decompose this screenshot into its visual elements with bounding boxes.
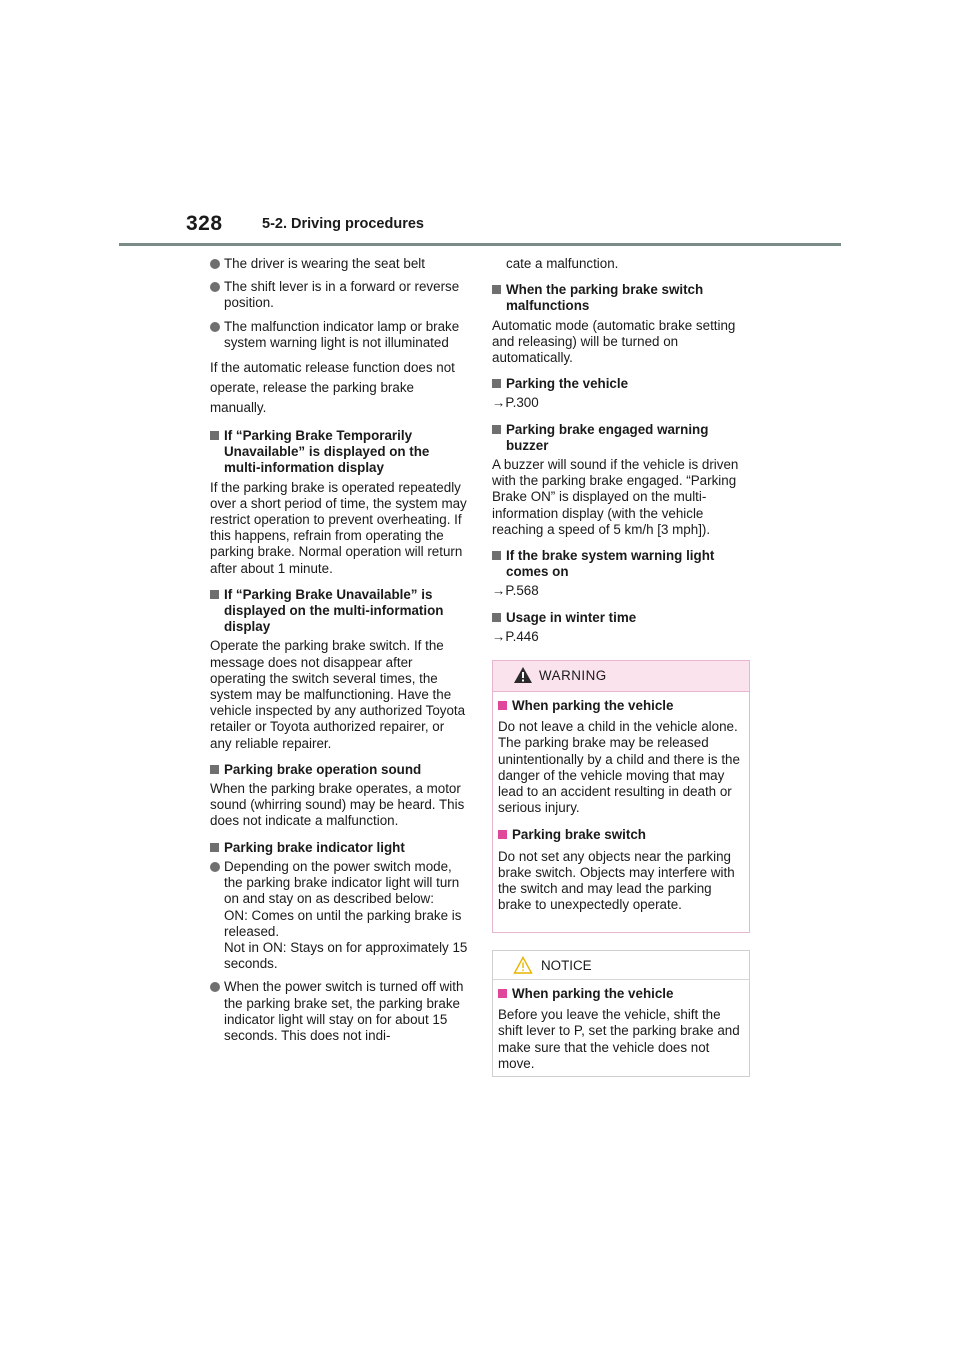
bullet-dot-icon [210,322,220,332]
warning-body [493,692,749,913]
square-bullet-icon [492,285,501,294]
page-reference-link[interactable]: →P.446 [492,628,539,644]
subheading: When parking the vehicle [498,986,744,1002]
left-column [210,256,468,1051]
caution-triangle-icon [513,956,533,974]
notice-body [493,980,749,1072]
header-divider [119,243,841,246]
square-bullet-icon [492,551,501,560]
subheading: If “Parking Brake Temporarily Unavailable” is displayed on the multi-information display [210,428,468,477]
paragraph: If the automatic release function does not operate, release the parking brake manually. [210,360,455,416]
square-bullet-icon [210,765,219,774]
notice-header [493,951,749,980]
subheading: Usage in winter time [492,610,750,626]
square-bullet-icon [210,590,219,599]
bullet-dot-icon [210,982,220,992]
paragraph: When the parking brake operates, a motor sound (whirring sound) may be heard. This does not indicate a malfunction. [210,781,465,829]
subheading: When parking the vehicle [498,698,744,714]
subheading: If “Parking Brake Unavailable” is displayed on the multi-information display [210,587,468,636]
bullet-dot-icon [210,282,220,292]
paragraph: Automatic mode (automatic brake setting and releasing) will be turned on automatically. [492,317,736,366]
warning-title: WARNING [539,668,607,683]
subheading: Parking brake operation sound [210,762,468,778]
square-bullet-icon [492,425,501,434]
warning-box [492,660,750,933]
square-bullet-icon [498,701,507,710]
square-bullet-icon [210,843,219,852]
paragraph: A buzzer will sound if the vehicle is driven with the parking brake engaged. “Parking Brake ON” is displayed on the multi-information display (with the vehicle reaching a speed of 5 km/h [3 mph]). [492,457,739,537]
subheading: Parking the vehicle [492,376,750,392]
subheading: If the brake system warning light comes on [492,548,750,580]
square-bullet-icon [492,379,501,388]
paragraph: Do not leave a child in the vehicle alone. The parking brake may be released unintentionally by a child and there is the danger of the vehicle moving that may lead to an accident resulting in death or serious injury. [498,719,740,816]
square-bullet-icon [498,989,507,998]
right-column [492,256,750,652]
paragraph: Operate the parking brake switch. If the message does not disappear after operating the switch several times, the system may be malfunctioning. Have the vehicle inspected by any authorized Toyota retailer or Toyota authorized repairer, or any reliable repairer. [210,638,466,751]
paragraph: Do not set any objects near the parking brake switch. Objects may interfere with the switch and may lead the parking brake to unexpectedly operate. [498,848,735,913]
subheading: Parking brake indicator light [210,840,468,856]
bullet-dot-icon [210,259,220,269]
bullet-item: The shift lever is in a forward or reverse position. [210,279,468,311]
warning-header [493,661,749,692]
paragraph-continued: cate a malfunction. [506,256,619,271]
notice-title: NOTICE [541,958,592,973]
section-title: 5-2. Driving procedures [262,216,424,232]
paragraph: If the parking brake is operated repeatedly over a short period of time, the system may restrict operation to prevent overheating. If this happens, refrain from operating the parking brake. Normal operation will return after about 1 minute. [210,479,467,576]
bullet-item: When the power switch is turned off with the parking brake set, the parking brake indicator light will stay on for about 15 seconds. This does not indi- [210,979,468,1044]
square-bullet-icon [498,830,507,839]
bullet-item: The driver is wearing the seat belt [210,256,468,272]
square-bullet-icon [492,613,501,622]
square-bullet-icon [210,431,219,440]
subheading: Parking brake switch [498,827,744,843]
bullet-dot-icon [210,862,220,872]
subheading: When the parking brake switch malfunctions [492,282,750,314]
page-number: 328 [186,212,223,235]
bullet-item: Depending on the power switch mode, the parking brake indicator light will turn on and stay on as described below: ON: Comes on until the parking brake is released. Not in ON: Stays on for approximately 15 seconds. [210,859,468,972]
warning-triangle-icon [513,666,533,684]
page-reference-link[interactable]: →P.568 [492,583,539,599]
bullet-item: The malfunction indicator lamp or brake system warning light is not illuminated [210,319,468,351]
page-reference-link[interactable]: →P.300 [492,395,539,411]
notice-box [492,950,750,1077]
subheading: Parking brake engaged warning buzzer [492,422,750,454]
paragraph: Before you leave the vehicle, shift the shift lever to P, set the parking brake and make sure that the vehicle does not move. [498,1007,740,1071]
